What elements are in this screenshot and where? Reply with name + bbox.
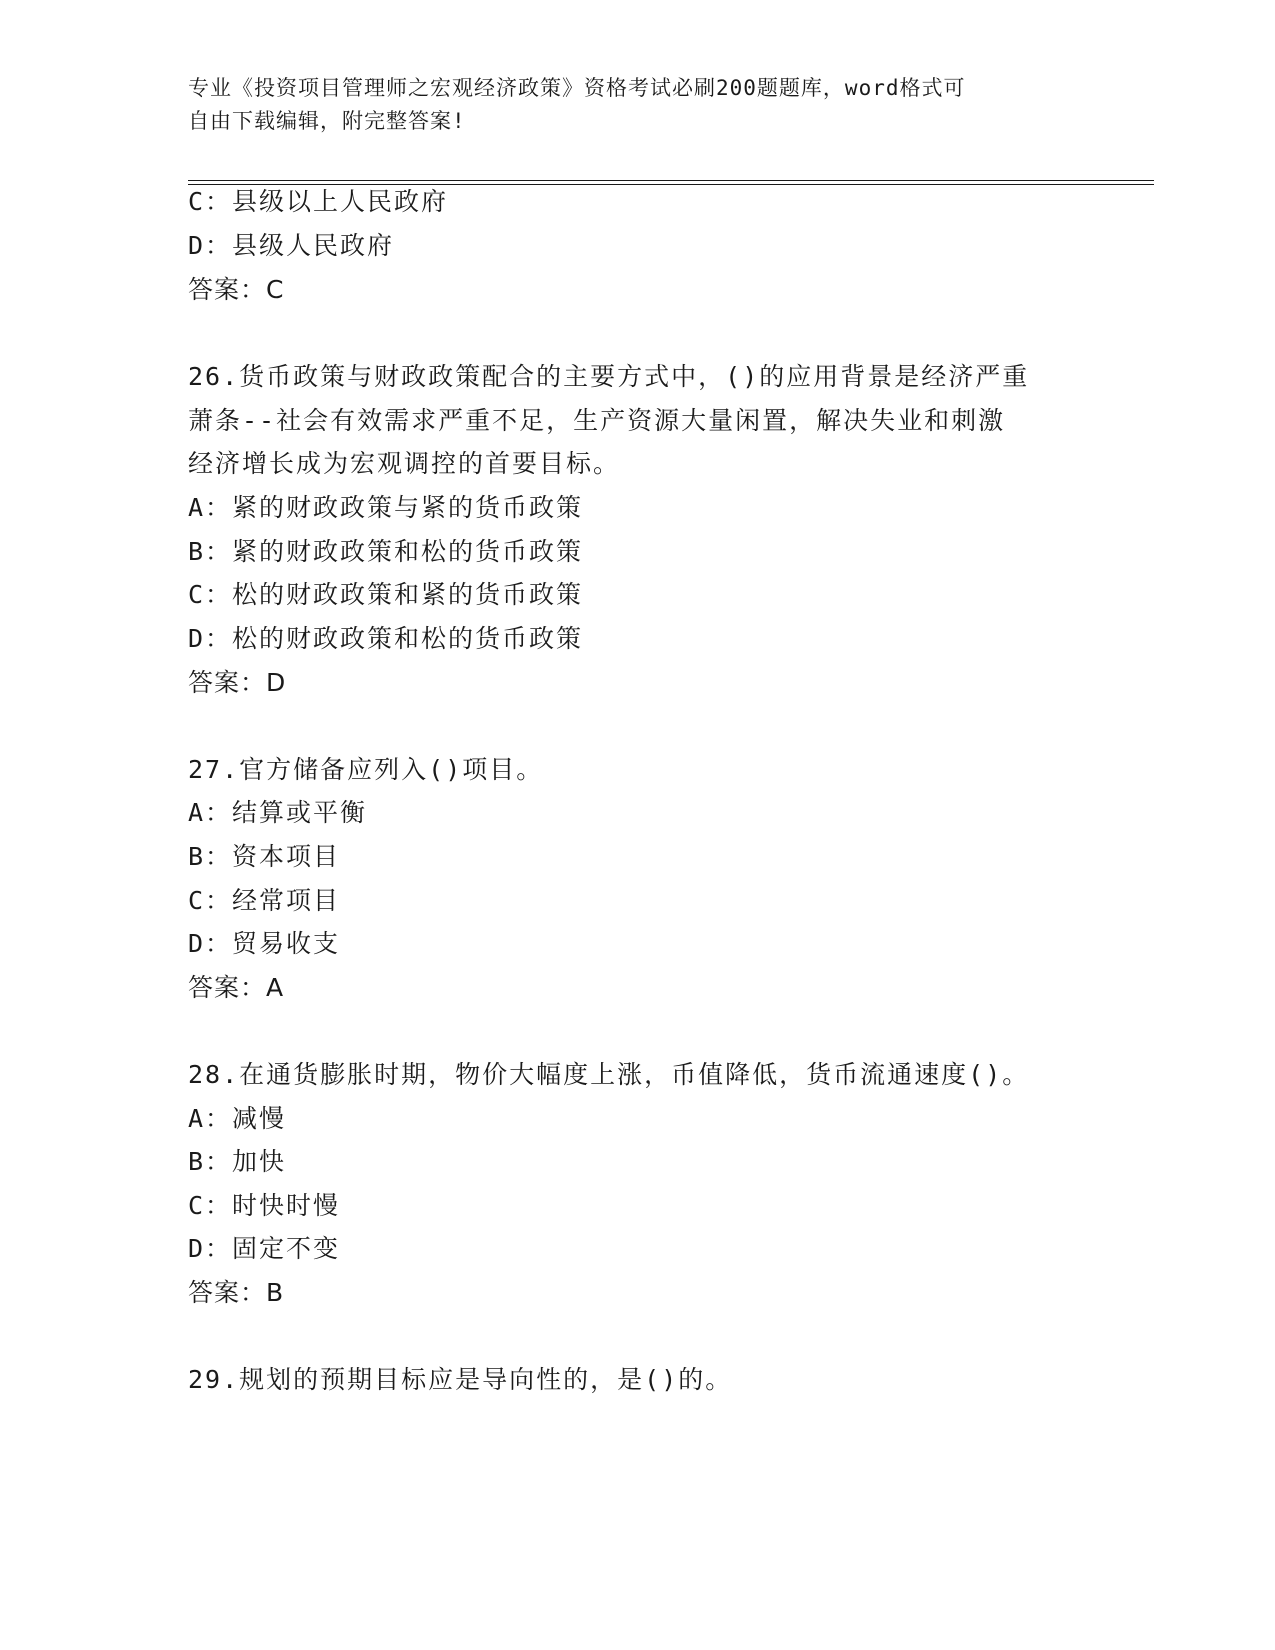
answer: 答案：B <box>188 1278 285 1307</box>
option-d: D：松的财政政策和松的货币政策 <box>188 624 584 653</box>
option-c: C：经常项目 <box>188 886 341 915</box>
option-b: B：紧的财政政策和松的货币政策 <box>188 537 584 566</box>
question-stem-line: 26.货币政策与财政政策配合的主要方式中，()的应用背景是经济严重 <box>188 362 1030 391</box>
question-stem: 28.在通货膨胀时期，物价大幅度上涨，币值降低，货币流通速度()。 <box>188 1060 1030 1089</box>
document-header <box>188 72 1068 138</box>
answer: 答案：D <box>188 668 287 697</box>
question-stem-line: 萧条--社会有效需求严重不足，生产资源大量闲置，解决失业和刺激 <box>188 406 1006 435</box>
header-line-1: 专业《投资项目管理师之宏观经济政策》资格考试必刷200题题库，word格式可 <box>188 76 966 100</box>
option-c: C：县级以上人民政府 <box>188 187 449 216</box>
header-line-2: 自由下载编辑，附完整答案! <box>188 109 466 133</box>
option-a: A：结算或平衡 <box>188 798 368 827</box>
option-d: D：固定不变 <box>188 1234 341 1263</box>
option-a: A：减慢 <box>188 1104 287 1133</box>
question-stem: 27.官方储备应列入()项目。 <box>188 755 544 784</box>
option-b: B：加快 <box>188 1147 287 1176</box>
option-c: C：时快时慢 <box>188 1191 341 1220</box>
option-a: A：紧的财政政策与紧的货币政策 <box>188 493 584 522</box>
option-c: C：松的财政政策和紧的货币政策 <box>188 580 584 609</box>
answer: 答案：A <box>188 973 285 1002</box>
option-d: D：县级人民政府 <box>188 231 395 260</box>
answer: 答案：C <box>188 275 285 304</box>
question-stem: 29.规划的预期目标应是导向性的，是()的。 <box>188 1365 733 1394</box>
option-d: D：贸易收支 <box>188 929 341 958</box>
header-divider <box>188 180 1154 185</box>
question-stem-line: 经济增长成为宏观调控的首要目标。 <box>188 449 621 478</box>
option-b: B：资本项目 <box>188 842 341 871</box>
